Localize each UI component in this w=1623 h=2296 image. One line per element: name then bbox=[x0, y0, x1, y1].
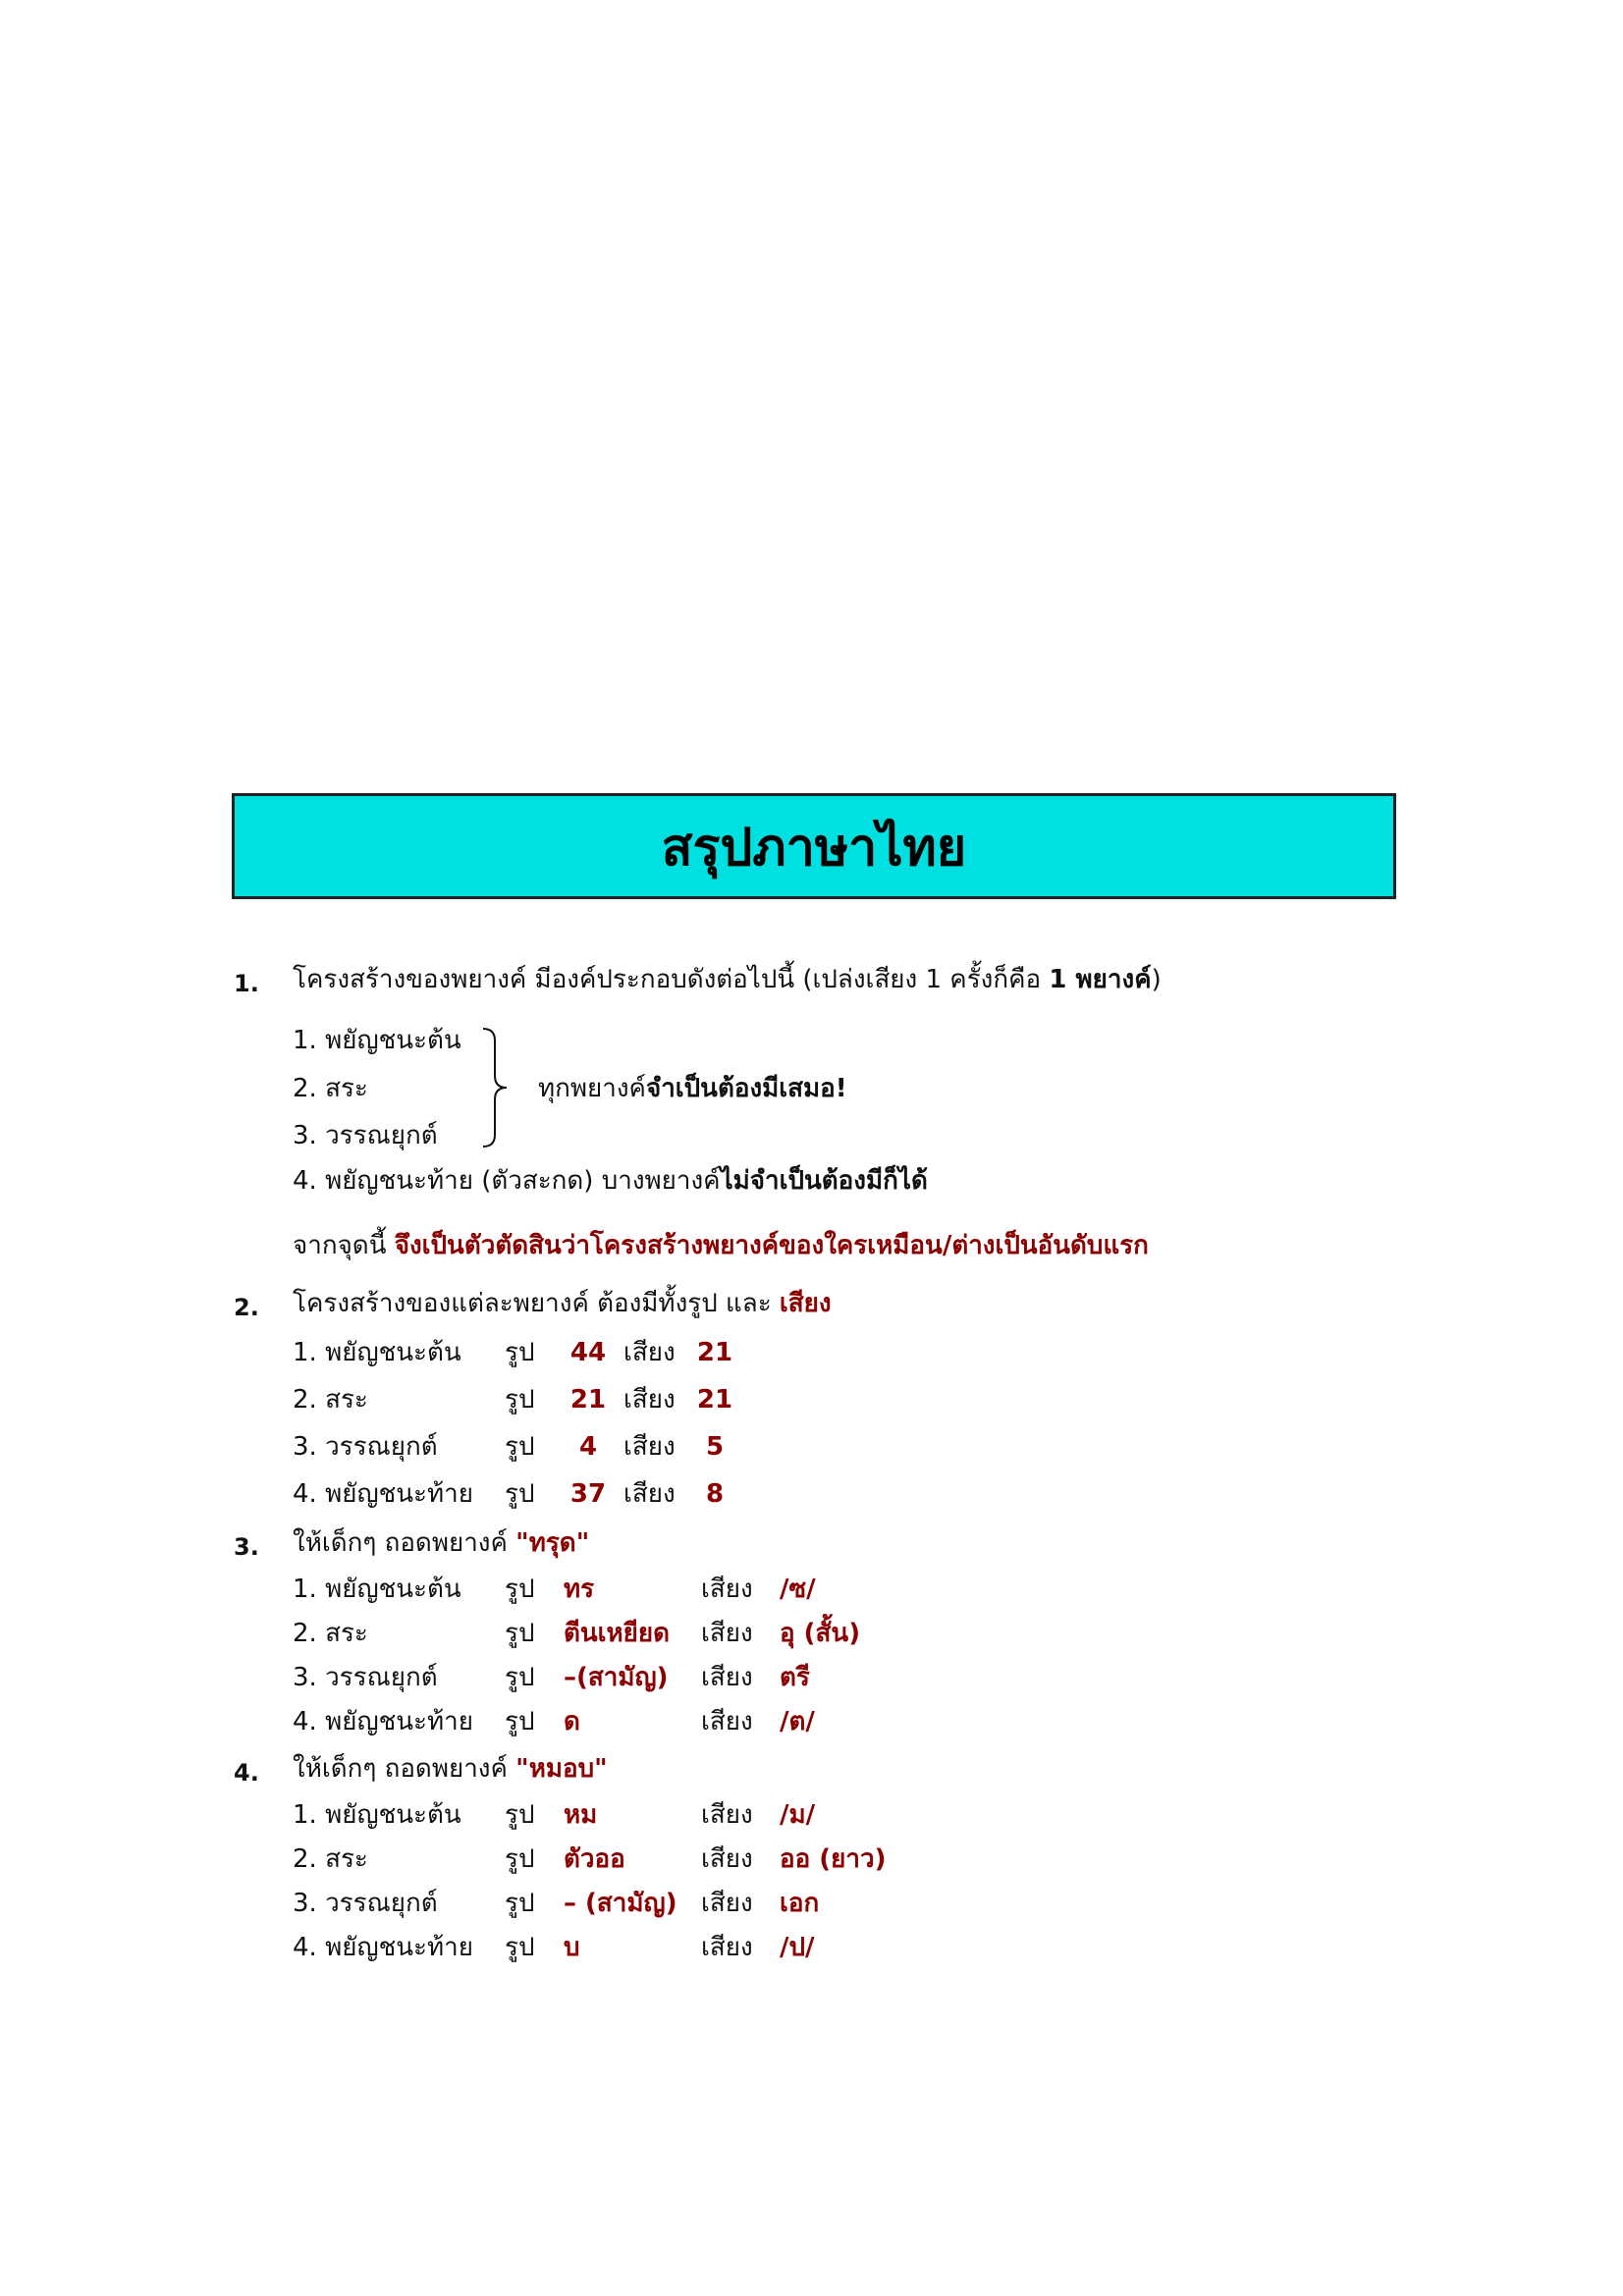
s1-item-4-text: 4. พยัญชนะท้าย (ตัวสะกด) บางพยางค์ bbox=[293, 1166, 721, 1196]
s2-row-2-label: 2. สระ bbox=[293, 1385, 368, 1415]
s2-row-2-siang-value: 21 bbox=[696, 1385, 733, 1415]
section-4-heading bbox=[293, 1756, 608, 1782]
s3-row-3-siang-value: ตรี bbox=[780, 1663, 810, 1692]
s4-row-2-siang: เสียง bbox=[701, 1844, 753, 1874]
s3-row-3-label: 3. วรรณยุกต์ bbox=[293, 1663, 438, 1692]
s2-row-4-siang-value: 8 bbox=[705, 1479, 725, 1509]
section-1-text: โครงสร้างของพยางค์ มีองค์ประกอบดังต่อไปนี้ (เปล่งเสียง 1 ครั้งก็คือ bbox=[293, 965, 1050, 994]
s2-row-4-rup: รูป bbox=[505, 1479, 535, 1509]
s3-row-4-rup: รูป bbox=[505, 1707, 535, 1736]
section-2-red: เสียง bbox=[779, 1289, 832, 1318]
s2-row-1-siang: เสียง bbox=[623, 1338, 676, 1367]
section-4-text: ให้เด็กๆ ถอดพยางค์ bbox=[293, 1754, 516, 1784]
s2-row-2-rup: รูป bbox=[505, 1385, 535, 1415]
section-3-number: 3. bbox=[234, 1533, 259, 1561]
s2-row-1-rup: รูป bbox=[505, 1338, 535, 1367]
s1-conclusion-text: จากจุดนี้ bbox=[293, 1231, 395, 1260]
s3-row-4-siang-value: /ต/ bbox=[780, 1707, 815, 1736]
s1-item-1: 1. พยัญชนะต้น bbox=[293, 1026, 461, 1055]
s2-row-1-siang-value: 21 bbox=[696, 1338, 733, 1367]
s4-row-3-rup-value: – (สามัญ) bbox=[564, 1889, 677, 1918]
section-2-heading bbox=[293, 1291, 832, 1316]
section-2-number: 2. bbox=[234, 1294, 259, 1321]
s2-row-3-siang: เสียง bbox=[623, 1432, 676, 1462]
s4-row-4-label: 4. พยัญชนะท้าย bbox=[293, 1933, 473, 1962]
title-box bbox=[232, 793, 1396, 899]
brace-bold: จำเป็นต้องมีเสมอ! bbox=[645, 1074, 847, 1103]
s1-item-4 bbox=[293, 1168, 928, 1194]
section-1-bold: 1 พยางค์ bbox=[1049, 965, 1152, 994]
s3-row-4-label: 4. พยัญชนะท้าย bbox=[293, 1707, 473, 1736]
section-1-number: 1. bbox=[234, 970, 259, 997]
s3-row-1-label: 1. พยัญชนะต้น bbox=[293, 1575, 461, 1604]
s4-row-3-siang-value: เอก bbox=[780, 1889, 820, 1918]
s2-row-1-label: 1. พยัญชนะต้น bbox=[293, 1338, 461, 1367]
s3-row-1-siang: เสียง bbox=[701, 1575, 753, 1604]
s1-conclusion bbox=[293, 1233, 1149, 1258]
s2-row-3-rup: รูป bbox=[505, 1432, 535, 1462]
s4-row-2-siang-value: ออ (ยาว) bbox=[780, 1844, 887, 1874]
s3-row-1-rup-value: ทร bbox=[564, 1575, 595, 1604]
s3-row-3-rup: รูป bbox=[505, 1663, 535, 1692]
s2-row-1-rup-value: 44 bbox=[569, 1338, 607, 1367]
s2-row-3-rup-value: 4 bbox=[578, 1432, 598, 1462]
s4-row-3-rup: รูป bbox=[505, 1889, 535, 1918]
s4-row-2-rup: รูป bbox=[505, 1844, 535, 1874]
s4-row-2-rup-value: ตัวออ bbox=[564, 1844, 625, 1874]
page-title: สรุปภาษาไทย bbox=[661, 818, 967, 878]
s3-row-1-rup: รูป bbox=[505, 1575, 535, 1604]
s3-row-3-siang: เสียง bbox=[701, 1663, 753, 1692]
section-3-text: ให้เด็กๆ ถอดพยางค์ bbox=[293, 1528, 516, 1558]
s4-row-1-rup: รูป bbox=[505, 1800, 535, 1830]
section-2-text: โครงสร้างของแต่ละพยางค์ ต้องมีทั้งรูป และ bbox=[293, 1289, 780, 1318]
s4-row-3-siang: เสียง bbox=[701, 1889, 753, 1918]
s3-row-3-rup-value: –(สามัญ) bbox=[564, 1663, 669, 1692]
s3-row-2-rup-value: ตีนเหยียด bbox=[564, 1619, 671, 1648]
s3-row-1-siang-value: /ซ/ bbox=[780, 1575, 816, 1604]
s2-row-4-label: 4. พยัญชนะท้าย bbox=[293, 1479, 473, 1509]
s1-conclusion-red: จึงเป็นตัวตัดสินว่าโครงสร้างพยางค์ของใครเหมือน/ต่างเป็นอันดับแรก bbox=[394, 1231, 1149, 1260]
s3-row-4-siang: เสียง bbox=[701, 1707, 753, 1736]
s4-row-2-label: 2. สระ bbox=[293, 1844, 368, 1874]
brace-text: ทุกพยางค์ bbox=[538, 1074, 646, 1103]
section-3-red: "ทรุด" bbox=[515, 1528, 590, 1558]
s3-row-2-siang-value: อุ (สั้น) bbox=[780, 1619, 861, 1648]
section-4-red: "หมอบ" bbox=[515, 1754, 608, 1784]
s2-row-2-rup-value: 21 bbox=[569, 1385, 607, 1415]
s4-row-1-siang-value: /ม/ bbox=[780, 1800, 816, 1830]
s4-row-3-label: 3. วรรณยุกต์ bbox=[293, 1889, 438, 1918]
s2-row-4-siang: เสียง bbox=[623, 1479, 676, 1509]
s3-row-4-rup-value: ด bbox=[564, 1707, 580, 1736]
s3-row-2-rup: รูป bbox=[505, 1619, 535, 1648]
s2-row-4-rup-value: 37 bbox=[569, 1479, 607, 1509]
s4-row-4-siang-value: /ป/ bbox=[780, 1933, 815, 1962]
section-3-heading bbox=[293, 1530, 589, 1556]
s2-row-3-siang-value: 5 bbox=[705, 1432, 725, 1462]
section-4-number: 4. bbox=[234, 1759, 259, 1787]
s4-row-4-siang: เสียง bbox=[701, 1933, 753, 1962]
s3-row-2-label: 2. สระ bbox=[293, 1619, 368, 1648]
curly-brace-icon bbox=[481, 1027, 509, 1148]
s2-row-3-label: 3. วรรณยุกต์ bbox=[293, 1432, 438, 1462]
s4-row-1-siang: เสียง bbox=[701, 1800, 753, 1830]
s1-item-2: 2. สระ bbox=[293, 1074, 368, 1103]
s1-item-4-bold: ไม่จำเป็นต้องมีก็ได้ bbox=[720, 1166, 928, 1196]
s3-row-2-siang: เสียง bbox=[701, 1619, 753, 1648]
s1-item-3: 3. วรรณยุกต์ bbox=[293, 1121, 438, 1150]
s4-row-4-rup: รูป bbox=[505, 1933, 535, 1962]
brace-note bbox=[538, 1076, 847, 1101]
section-1-close: ) bbox=[1151, 965, 1162, 994]
s2-row-2-siang: เสียง bbox=[623, 1385, 676, 1415]
section-1-heading bbox=[293, 967, 1162, 992]
s4-row-1-label: 1. พยัญชนะต้น bbox=[293, 1800, 461, 1830]
s4-row-1-rup-value: หม bbox=[564, 1800, 598, 1830]
s4-row-4-rup-value: บ bbox=[564, 1933, 580, 1962]
